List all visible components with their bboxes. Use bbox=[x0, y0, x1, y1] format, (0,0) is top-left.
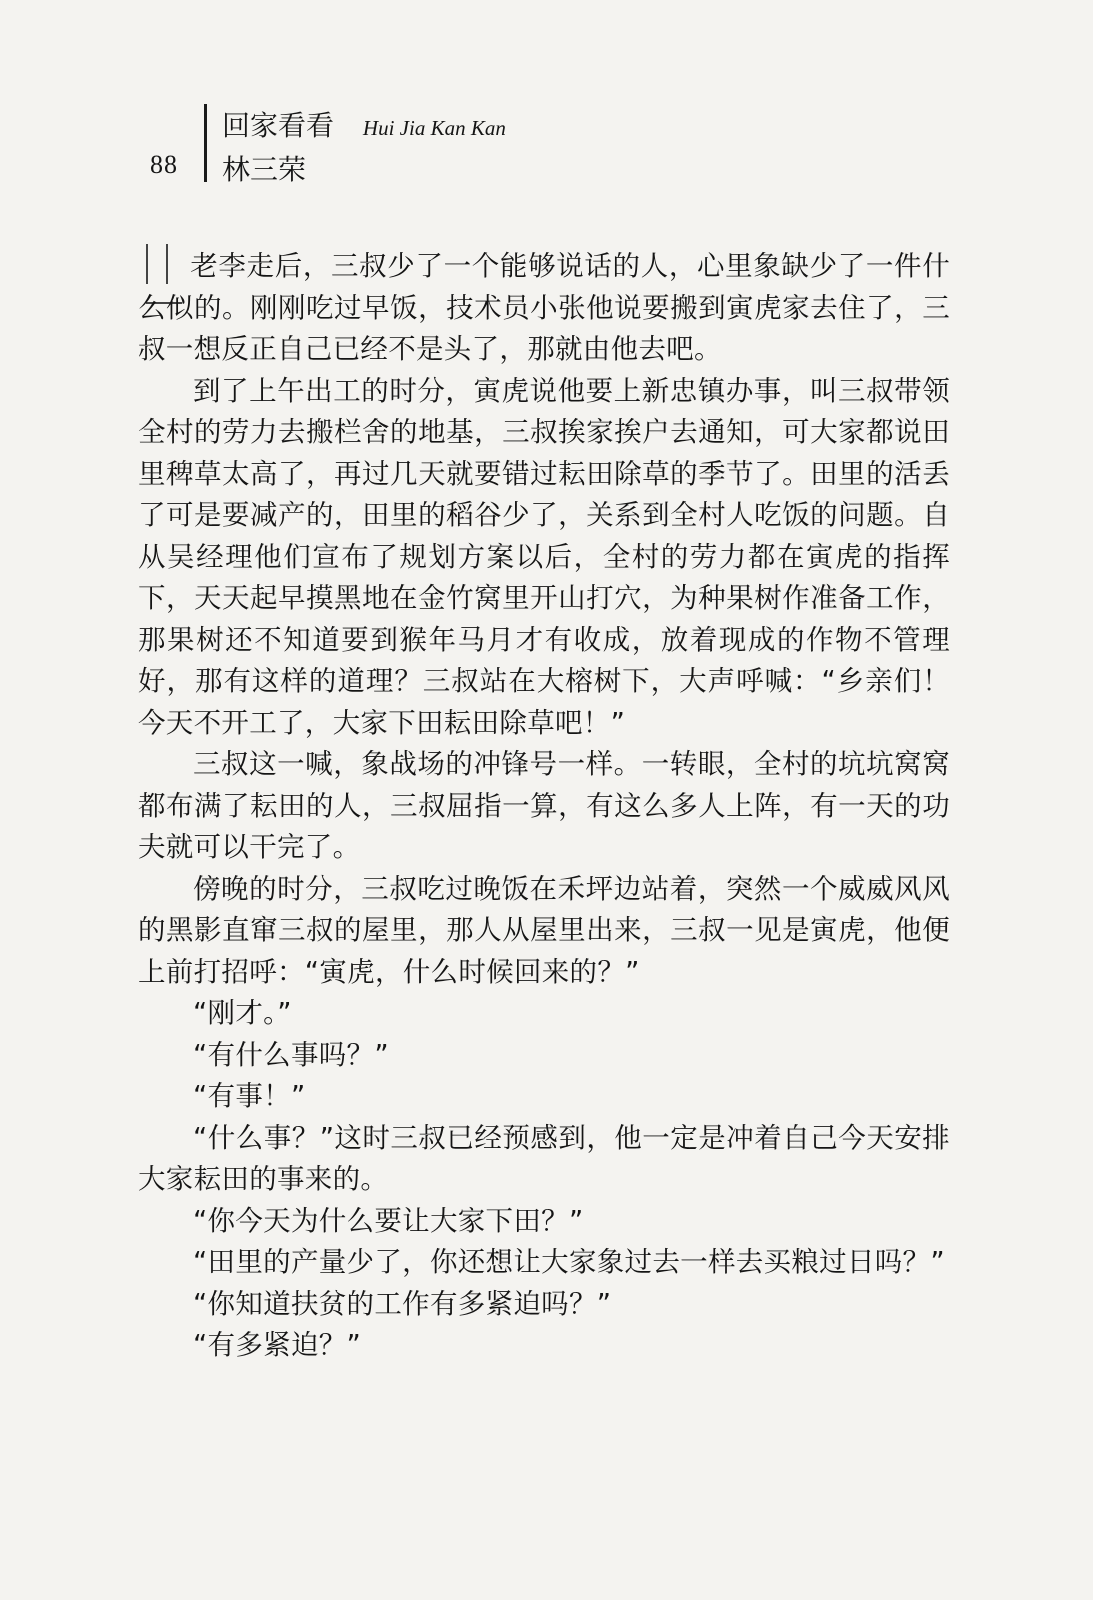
paragraph: 老李走后，三叔少了一个能够说话的人，心里象缺少了一件什么似的。刚刚吃过早饭，技术员小张他说要搬到寅虎家去住了，三叔一想反正自己已经不是头了，那就由他去吧。 bbox=[138, 250, 950, 365]
paragraph: “有事！” bbox=[193, 1080, 306, 1112]
book-title-chinese: 回家看看 bbox=[222, 109, 335, 142]
paragraph: “田里的产量少了，你还想让大家象过去一样去买粮过日吗？” bbox=[193, 1246, 945, 1278]
page-number: 88 bbox=[150, 150, 178, 179]
paragraph: “有什么事吗？” bbox=[193, 1038, 389, 1071]
running-header bbox=[140, 100, 740, 190]
paragraph: 傍晚的时分，三叔吃过晚饭在禾坪边站着，突然一个威威风风的黑影直窜三叔的屋里，那人从屋里出来，三叔一见是寅虎，他便上前打招呼：“寅虎，什么时候回来的？” bbox=[138, 872, 950, 988]
paragraph: “你知道扶贫的工作有多紧迫吗？” bbox=[193, 1287, 612, 1320]
paragraph: 三叔这一喊，象战场的冲锋号一样。一转眼，全村的坑坑窝窝都布满了耘田的人，三叔屈指一算，有这么多人上阵，有一天的功夫就可以干完了。 bbox=[138, 748, 950, 863]
header-divider bbox=[204, 104, 207, 182]
paragraph: “什么事？”这时三叔已经预感到，他一定是冲着自己今天安排大家耘田的事来的。 bbox=[138, 1121, 950, 1195]
body-text bbox=[138, 246, 950, 1367]
author-name: 林三荣 bbox=[222, 153, 307, 186]
book-title-pinyin: Hui Jia Kan Kan bbox=[362, 116, 506, 140]
paragraph: “你今天为什么要让大家下田？” bbox=[193, 1204, 584, 1237]
paragraph: “有多紧迫？” bbox=[193, 1329, 362, 1361]
book-title bbox=[222, 104, 506, 144]
paragraph: “刚才。” bbox=[193, 997, 292, 1029]
paragraph: 到了上午出工的时分，寅虎说他要上新忠镇办事，叫三叔带领全村的劳力去搬栏舍的地基，三叔挨家挨户去通知，可大家都说田里稗草太高了，再过几天就要错过耘田除草的季节了。田里的活丢了可是要减产的，田里的稻谷少了，关系到全村人吃饭的问题。自从吴经理他们宣布了规划方案以后，全村的劳力都在寅虎的指挥下，天天起早摸黑地在金竹窝里开山打穴，为种果树作准备工作，那果树还不知道要到猴年马月才有收成，放着现成的作物不管理好，那有这样的道理？三叔站在大榕树下，大声呼喊：“乡亲们！今天不开工了，大家下田耘田除草吧！” bbox=[138, 374, 950, 739]
